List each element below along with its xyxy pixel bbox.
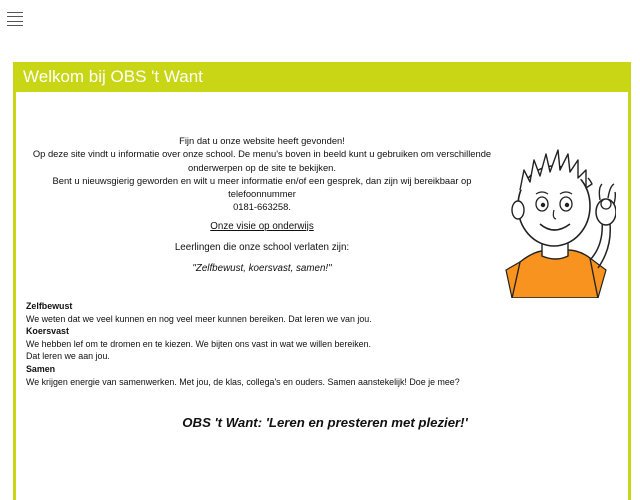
menu-line [7, 25, 23, 26]
value-description: We weten dat we veel kunnen en nog veel meer kunnen bereiken. Dat leren we van jou. [26, 313, 372, 324]
menu-line [7, 21, 23, 22]
value-term: Koersvast [26, 326, 69, 337]
value-description: We hebben lef om te dromen en te kiezen. We bijten ons vast in wat we willen bereiken. [26, 338, 371, 349]
value-term: Zelfbewust [26, 301, 73, 311]
hamburger-menu-icon[interactable] [7, 12, 23, 26]
boy-illustration [494, 120, 616, 298]
phone-number: 0181-663258. [233, 201, 291, 213]
menu-line [7, 12, 23, 13]
intro-line: telefoonnummer [228, 188, 296, 200]
vision-link[interactable]: Onze visie op onderwijs [210, 220, 314, 232]
menu-line [7, 16, 23, 17]
intro-line: Fijn dat u onze website heeft gevonden! [179, 135, 345, 146]
school-motto: OBS 't Want: 'Leren en presteren met plezier!' [182, 415, 468, 430]
value-description: Dat leren we aan jou. [26, 351, 110, 362]
value-description: We krijgen energie van samenwerken. Met jou, de klas, collega's en ouders. Samen aanstekelijk! Doe je mee? [26, 376, 460, 387]
intro-line: Bent u nieuwsgierig geworden en wilt u meer informatie en/of een gesprek, dan zijn wij bereikbaar op [52, 174, 472, 186]
leaving-text: Leerlingen die onze school verlaten zijn: [174, 242, 350, 254]
value-term: Samen [26, 363, 56, 374]
panel-title: Welkom bij OBS 't Want [13, 62, 631, 92]
welcome-panel [13, 62, 631, 500]
values-list [26, 300, 616, 388]
intro-line: onderwerpen op de site te bekijken. [187, 161, 336, 173]
intro-line: Op deze site vindt u informatie over onze school. De menu's boven in beeld kunt u gebruiken om verschillende [32, 148, 492, 160]
intro-block [32, 134, 492, 276]
school-quote: "Zelfbewust, koersvast, samen!" [192, 263, 332, 275]
